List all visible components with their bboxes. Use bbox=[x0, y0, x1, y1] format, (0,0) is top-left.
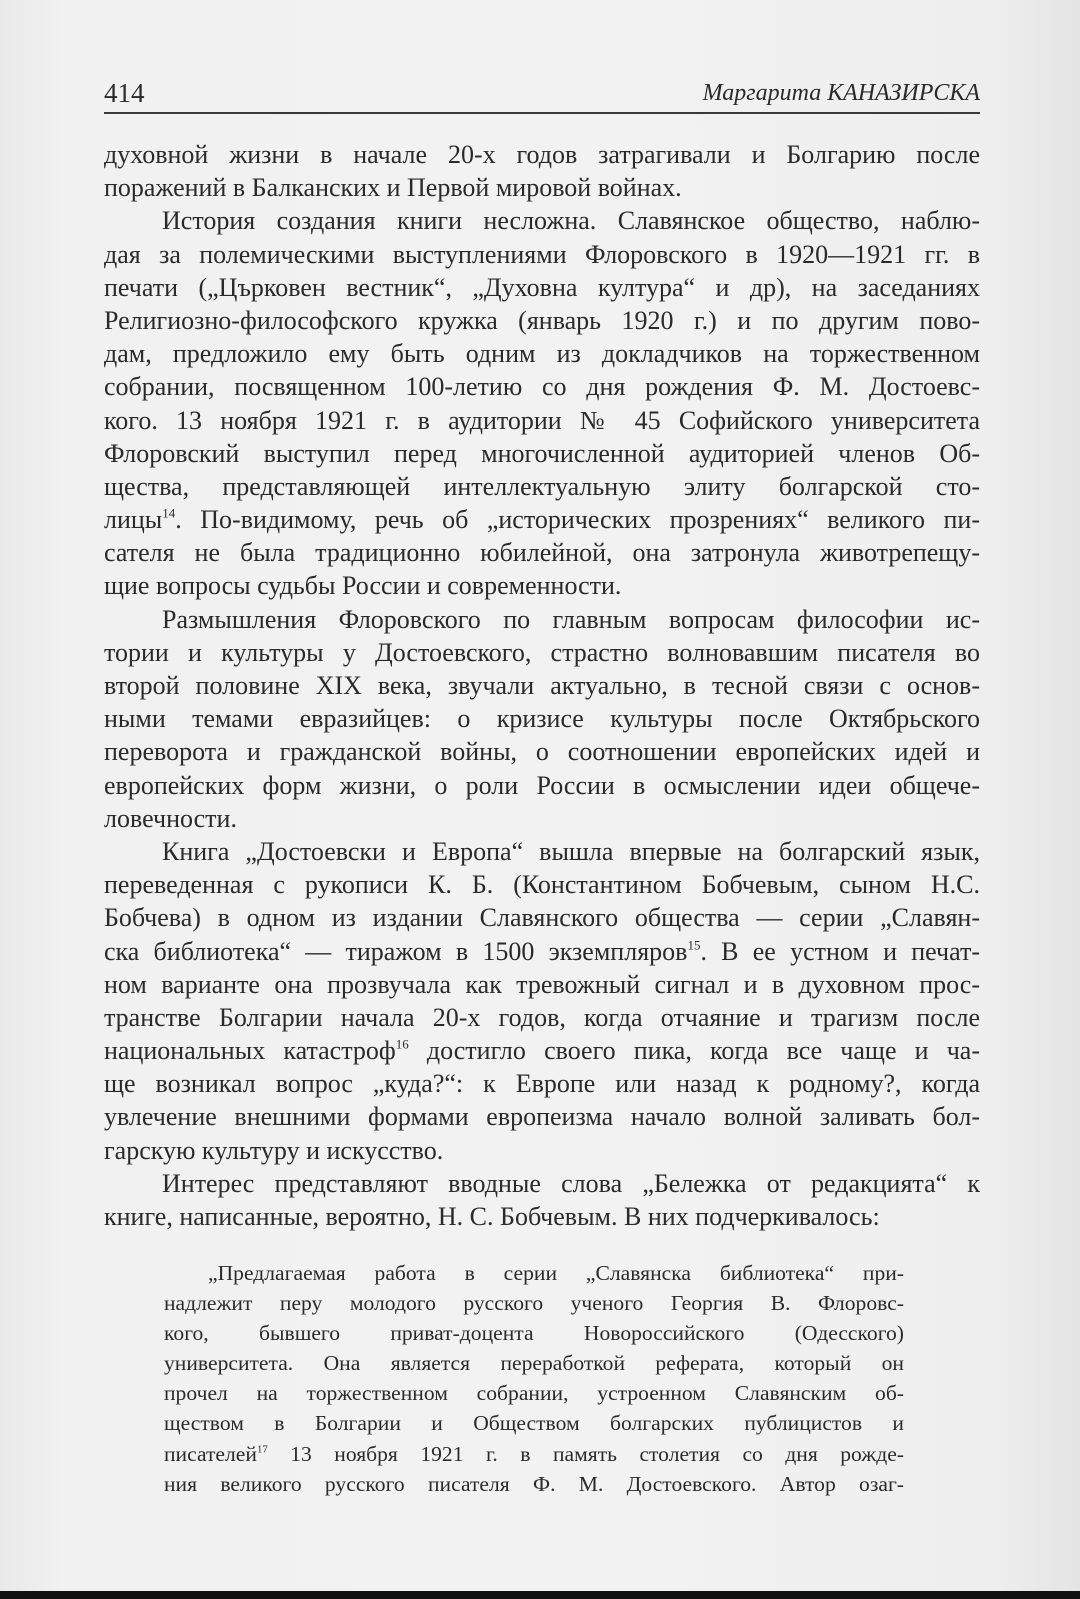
text-line bbox=[104, 503, 980, 536]
line-text: кого, бывшего приват-доцента Новороссийского (Одесского) bbox=[164, 1321, 904, 1346]
line-text-continued: 13 ноября 1921 г. в память столетия со дня рожде- bbox=[267, 1441, 904, 1466]
text-line bbox=[104, 171, 980, 204]
quote-line bbox=[164, 1288, 904, 1318]
line-text: гарскую культуру и искусство. bbox=[104, 1135, 444, 1165]
line-text: дам, предложило ему быть одним из докладчиков на торжественном bbox=[104, 339, 980, 369]
line-text: щества, представляющей интеллектуальную элиту болгарской сто- bbox=[104, 471, 980, 501]
text-line bbox=[104, 470, 980, 503]
text-line bbox=[104, 204, 980, 237]
line-text-continued: . По-видимому, речь об „исторических прозрениях“ великого пи- bbox=[175, 505, 980, 535]
line-text: щие вопросы судьбы России и современности. bbox=[104, 571, 622, 601]
line-text: европейских форм жизни, о роли России в осмыслении идеи общече- bbox=[104, 770, 980, 800]
line-text: ном варианте она прозвучала как тревожный сигнал и в духовном прос- bbox=[104, 969, 980, 999]
text-line bbox=[104, 603, 980, 636]
text-line bbox=[104, 968, 980, 1001]
line-text-continued: . В ее устном и печат- bbox=[700, 936, 980, 966]
text-line bbox=[104, 138, 980, 171]
scan-edge bbox=[0, 1591, 1080, 1599]
text-line bbox=[104, 404, 980, 437]
text-line bbox=[104, 1067, 980, 1100]
text-line bbox=[104, 702, 980, 735]
line-text: духовной жизни в начале 20-х годов затрагивали и Болгарию после bbox=[104, 140, 980, 169]
line-text: ществом в Болгарии и Обществом болгарских публицистов и bbox=[164, 1411, 904, 1436]
line-text: ловечности. bbox=[104, 803, 237, 833]
quote-line bbox=[164, 1469, 904, 1499]
text-line bbox=[104, 901, 980, 934]
line-text: писателей bbox=[164, 1441, 257, 1466]
line-text: транстве Болгарии начала 20-х годов, когда отчаяние и трагизм после bbox=[104, 1002, 980, 1032]
line-text: тории и культуры у Достоевского, страстно волновавшим писателя во bbox=[104, 637, 980, 667]
text-line bbox=[104, 636, 980, 669]
line-text: дая за полемическими выступлениями Флоровского в 1920—1921 гг. в bbox=[104, 239, 980, 269]
line-text: ска библиотека“ — тиражом в 1500 экземпляров bbox=[104, 936, 688, 966]
line-text: увлечение внешними формами европеизма начало волной заливать бол- bbox=[104, 1102, 980, 1132]
text-line bbox=[104, 1034, 980, 1067]
text-line bbox=[104, 1001, 980, 1034]
text-line bbox=[104, 835, 980, 868]
line-text: печати („Църковен вестник“, „Духовна култура“ и др), на заседаниях bbox=[104, 272, 980, 302]
line-text: „Предлагаемая работа в серии „Славянска библиотека“ при- bbox=[208, 1261, 904, 1285]
line-text: книге, написанные, вероятно, Н. С. Бобчевым. В них подчеркивалось: bbox=[104, 1202, 880, 1231]
line-text: История создания книги несложна. Славянское общество, наблю- bbox=[162, 206, 980, 236]
main-text bbox=[104, 138, 980, 1233]
text-line bbox=[104, 769, 980, 802]
text-line bbox=[104, 868, 980, 901]
line-text: переведенная с рукописи К. Б. (Константином Бобчевым, сыном Н.С. bbox=[104, 870, 980, 900]
quote-line bbox=[164, 1378, 904, 1408]
line-text: национальных катастроф bbox=[104, 1036, 396, 1066]
text-line bbox=[104, 1167, 980, 1200]
line-text: второй половине XIX века, звучали актуально, в тесной связи с основ- bbox=[104, 671, 980, 700]
line-text-continued: достигло своего пика, когда все чаще и ча- bbox=[408, 1036, 980, 1066]
quote-line bbox=[164, 1318, 904, 1348]
text-line bbox=[104, 735, 980, 768]
line-text: переворота и гражданской войны, о соотношении европейских идей и bbox=[104, 737, 980, 767]
line-text: сателя не была традиционно юбилейной, она затронула животрепещу- bbox=[104, 538, 980, 568]
line-text: ными темами евразийцев: о кризисе культуры после Октябрьского bbox=[104, 704, 980, 734]
text-line bbox=[104, 1200, 980, 1233]
footnote-ref: 16 bbox=[395, 1036, 409, 1052]
page-header bbox=[104, 76, 980, 114]
quote-line bbox=[164, 1348, 904, 1378]
line-text: Размышления Флоровского по главным вопросам философии ис- bbox=[162, 604, 980, 634]
text-line bbox=[104, 437, 980, 470]
footnote-ref: 15 bbox=[687, 937, 701, 953]
text-line bbox=[104, 536, 980, 569]
line-text: Флоровский выступил перед многочисленной аудиторией членов Об- bbox=[104, 438, 980, 468]
text-line bbox=[104, 337, 980, 370]
quote-line bbox=[164, 1439, 904, 1469]
line-text: университета. Она является переработкой реферата, который он bbox=[164, 1351, 904, 1376]
line-text: Книга „Достоевски и Европа“ вышла впервые на болгарский язык, bbox=[162, 836, 980, 866]
text-line bbox=[104, 304, 980, 337]
text-line bbox=[104, 569, 980, 602]
text-line bbox=[104, 370, 980, 403]
line-text: кого. 13 ноября 1921 г. в аудитории № 45 Софийского университета bbox=[104, 405, 980, 435]
text-line bbox=[104, 935, 980, 968]
text-line bbox=[104, 271, 980, 304]
footnote-ref: 17 bbox=[256, 1442, 268, 1455]
line-text: надлежит перу молодого русского ученого Георгия В. Флоровс- bbox=[164, 1291, 904, 1316]
footnote-ref: 14 bbox=[162, 505, 176, 521]
line-text: Религиозно-философского кружка (январь 1920 г.) и по другим пово- bbox=[104, 305, 980, 335]
line-text: ще возникал вопрос „куда?“: к Европе или назад к родному?, когда bbox=[104, 1069, 980, 1099]
text-line bbox=[104, 1100, 980, 1133]
quote-line bbox=[164, 1408, 904, 1438]
text-line bbox=[104, 1134, 980, 1167]
line-text: прочел на торжественном собрании, устроенном Славянским об- bbox=[164, 1381, 904, 1406]
line-text: ния великого русского писателя Ф. М. Достоевского. Автор озаг- bbox=[164, 1471, 904, 1496]
block-quote bbox=[164, 1258, 904, 1499]
text-line bbox=[104, 669, 980, 702]
text-line bbox=[104, 802, 980, 835]
page-number: 414 bbox=[104, 78, 145, 108]
line-text: Бобчева) в одном из издании Славянского общества — серии „Славян- bbox=[104, 903, 980, 933]
quote-line bbox=[164, 1258, 904, 1288]
line-text: поражений в Балканских и Первой мировой войнах. bbox=[104, 173, 682, 203]
line-text: лицы bbox=[104, 505, 163, 535]
line-text: Интерес представляют вводные слова „Бележка от редакцията“ к bbox=[162, 1168, 980, 1198]
text-line bbox=[104, 238, 980, 271]
running-head-author: Маргарита КАНАЗИРСКА bbox=[702, 80, 980, 106]
line-text: собрании, посвященном 100-летию со дня рождения Ф. М. Достоевс- bbox=[104, 372, 980, 402]
